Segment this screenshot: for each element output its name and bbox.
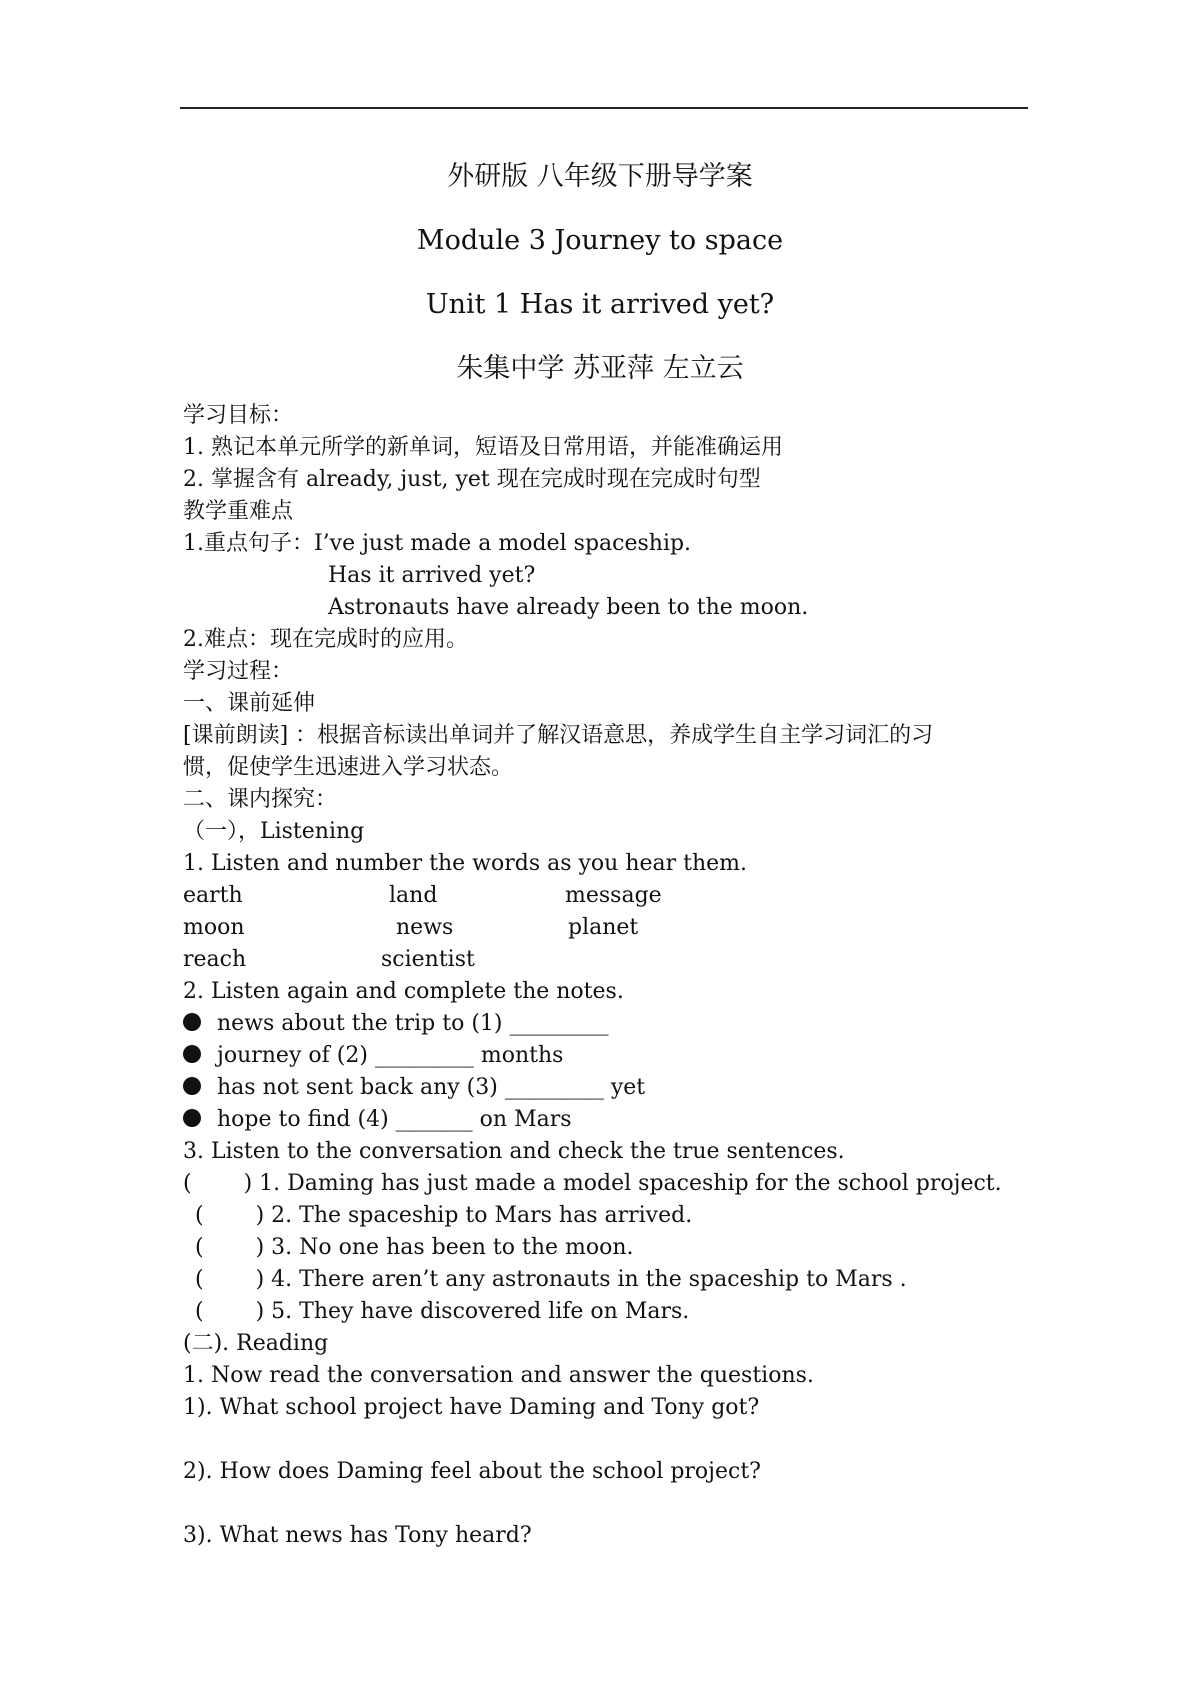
module-title: Module 3 Journey to space xyxy=(416,225,784,256)
objectives-heading: 学习目标： xyxy=(183,403,294,428)
reading-heading: (二). Reading xyxy=(183,1331,329,1356)
process-heading: 学习过程： xyxy=(183,659,294,684)
key-sentence-2: Has it arrived yet? xyxy=(328,563,536,588)
note-item-4: hope to find (4) _______ on Mars xyxy=(183,1106,572,1134)
difficulty-line: 2.难点：现在完成时的应用。 xyxy=(183,627,468,652)
listening-heading: （一），Listening xyxy=(183,819,365,844)
bullet-icon xyxy=(183,1013,201,1031)
listening-task-2: 2. Listen again and complete the notes. xyxy=(183,979,624,1004)
true-false-item-1: ( ) 1. Daming has just made a model spaceship for the school project. xyxy=(183,1171,1002,1196)
unit-title: Unit 1 Has it arrived yet? xyxy=(425,289,775,320)
header-rule xyxy=(180,107,1028,109)
word-news: news xyxy=(396,915,454,940)
word-message: message xyxy=(565,883,662,908)
key-points-heading: 教学重难点 xyxy=(183,499,294,524)
key-sentence-1: 1.重点句子：I’ve just made a model spaceship. xyxy=(183,531,692,556)
objective-item-1: 1. 熟记本单元所学的新单词，短语及日常用语，并能准确运用 xyxy=(183,435,783,460)
reading-task-1: 1. Now read the conversation and answer the questions. xyxy=(183,1363,814,1388)
open-paren: ( xyxy=(183,1171,192,1196)
word-earth: earth xyxy=(183,883,243,908)
note-item-2: journey of (2) _________ months xyxy=(183,1042,563,1070)
listening-task-3: 3. Listen to the conversation and check the true sentences. xyxy=(183,1139,845,1164)
word-moon: moon xyxy=(183,915,245,940)
open-paren: ( xyxy=(195,1299,204,1324)
open-paren: ( xyxy=(195,1235,204,1260)
reading-question-1: 1). What school project have Daming and Tony got? xyxy=(183,1395,760,1420)
word-reach: reach xyxy=(183,947,247,972)
reading-question-2: 2). How does Daming feel about the school project? xyxy=(183,1459,761,1484)
note-item-1: news about the trip to (1) _________ xyxy=(183,1010,608,1038)
true-false-item-3: ( ) 3. No one has been to the moon. xyxy=(195,1235,634,1260)
pre-class-text-1: [课前朗读] ：根据音标读出单词并了解汉语意思，养成学生自主学习词汇的习 xyxy=(183,723,934,748)
true-false-item-4: ( ) 4. There aren’t any astronauts in the spaceship to Mars . xyxy=(195,1267,907,1292)
word-scientist: scientist xyxy=(381,947,475,972)
page-title-cn: 外研版 八年级下册导学案 xyxy=(447,161,753,192)
authors-line: 朱集中学 苏亚萍 左立云 xyxy=(456,353,744,384)
bullet-icon xyxy=(183,1109,201,1127)
open-paren: ( xyxy=(195,1203,204,1228)
true-false-item-5: ( ) 5. They have discovered life on Mars. xyxy=(195,1299,690,1324)
note-item-3: has not sent back any (3) _________ yet xyxy=(183,1074,645,1102)
key-sentence-3: Astronauts have already been to the moon. xyxy=(328,595,809,620)
listening-task-1: 1. Listen and number the words as you hear them. xyxy=(183,851,748,876)
reading-question-3: 3). What news has Tony heard? xyxy=(183,1523,532,1548)
pre-class-heading: 一、课前延伸 xyxy=(183,691,316,716)
word-land: land xyxy=(389,883,438,908)
bullet-icon xyxy=(183,1077,201,1095)
word-planet: planet xyxy=(568,915,639,940)
in-class-heading: 二、课内探究： xyxy=(183,787,338,812)
objective-item-2: 2. 掌握含有 already, just, yet 现在完成时现在完成时句型 xyxy=(183,467,761,492)
open-paren: ( xyxy=(195,1267,204,1292)
pre-class-text-2: 惯，促使学生迅速进入学习状态。 xyxy=(183,755,514,780)
true-false-item-2: ( ) 2. The spaceship to Mars has arrived. xyxy=(195,1203,693,1228)
bullet-icon xyxy=(183,1045,201,1063)
